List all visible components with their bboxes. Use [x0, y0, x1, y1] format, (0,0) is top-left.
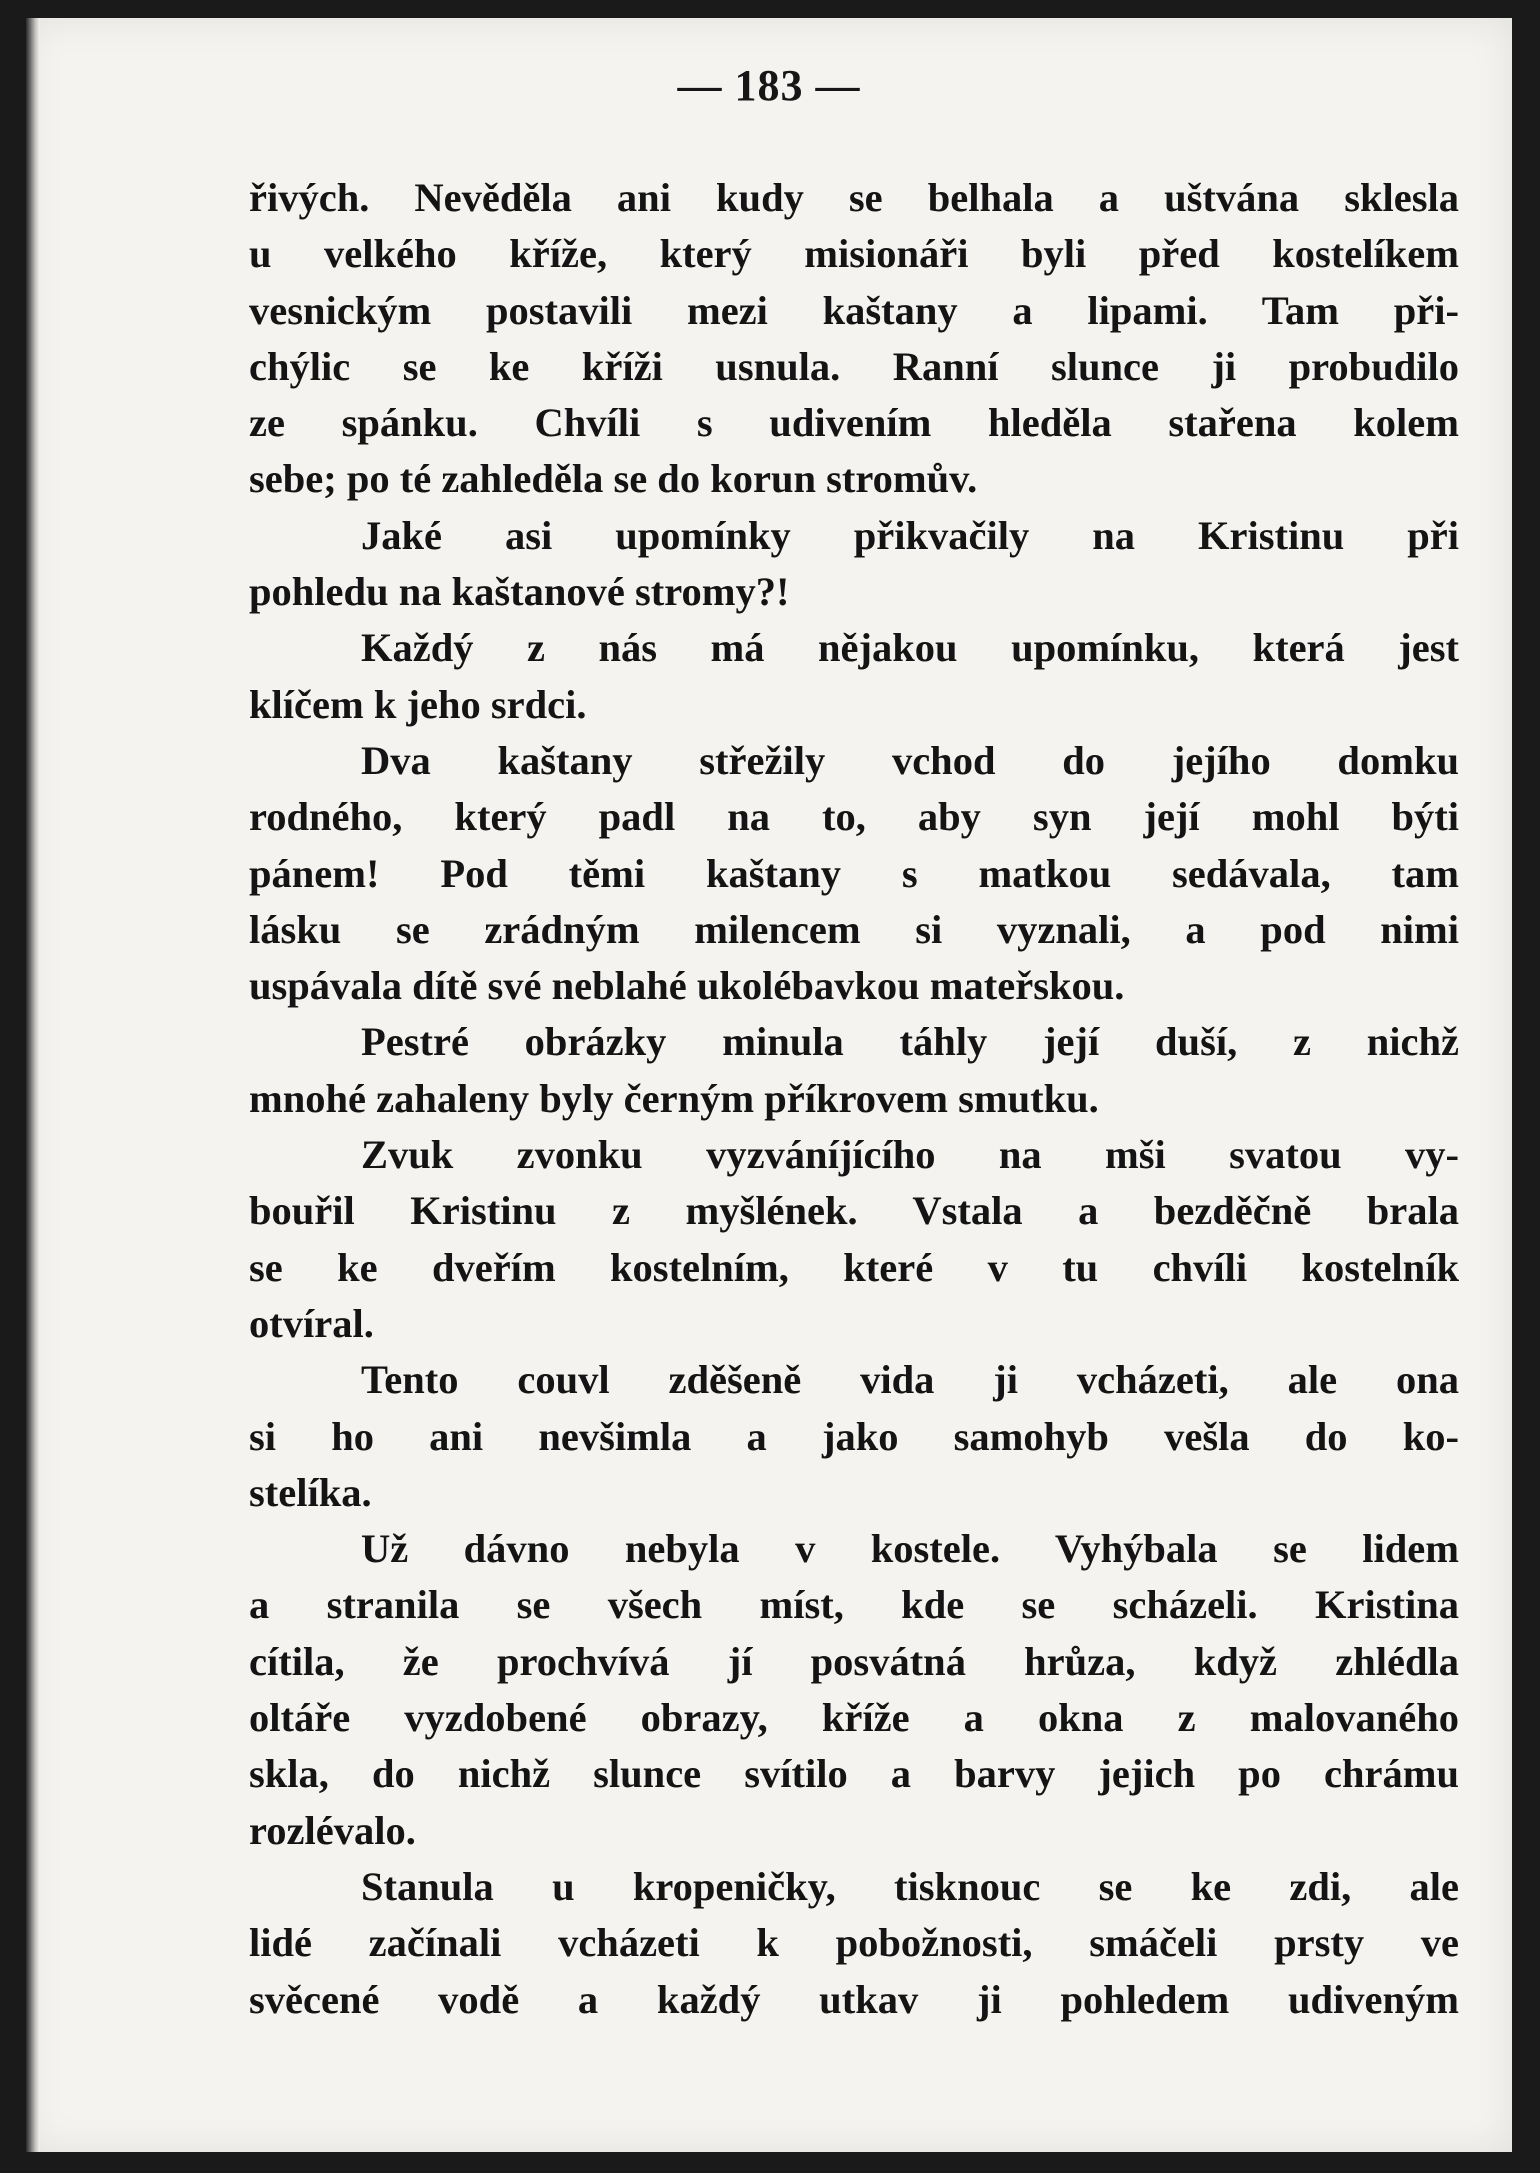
text-line: uspávala dítě své neblahé ukolébavkou mateřskou.: [249, 963, 1125, 1009]
text-line: u velkého kříže, který misionáři byli před kostelíkem: [249, 231, 1459, 277]
book-page: [26, 18, 1512, 2152]
text-line: rozlévalo.: [249, 1807, 416, 1853]
text-line: Každý z nás má nějakou upomínku, která jest: [361, 625, 1459, 671]
text-line: lidé začínali vcházeti k pobožnosti, smáčeli prsty ve: [249, 1920, 1459, 1966]
text-line: si ho ani nevšimla a jako samohyb vešla do ko-: [249, 1413, 1459, 1459]
text-line: sebe; po té zahleděla se do korun stromův.: [249, 456, 978, 502]
text-line: Zvuk zvonku vyzváníjícího na mši svatou vy-: [361, 1132, 1459, 1178]
body-text: [249, 170, 1459, 2028]
text-line: ze spánku. Chvíli s udivením hleděla stařena kolem: [249, 400, 1459, 446]
text-line: chýlic se ke kříži usnula. Ranní slunce ji probudilo: [249, 343, 1459, 389]
text-line: Jaké asi upomínky přikvačily na Kristinu při: [361, 512, 1459, 558]
text-line: rodného, který padl na to, aby syn její mohl býti: [249, 794, 1459, 840]
text-line: klíčem k jeho srdci.: [249, 681, 587, 727]
text-line: oltáře vyzdobené obrazy, kříže a okna z malovaného: [249, 1695, 1459, 1741]
text-line: mnohé zahaleny byly černým příkrovem smutku.: [249, 1075, 1099, 1121]
text-line: a stranila se všech míst, kde se scházeli. Kristina: [249, 1582, 1459, 1628]
text-line: Tento couvl zděšeně vida ji vcházeti, ale ona: [361, 1357, 1459, 1403]
text-line: řivých. Nevěděla ani kudy se belhala a uštvána sklesla: [249, 175, 1459, 220]
text-line: Pestré obrázky minula táhly její duší, z nichž: [361, 1019, 1459, 1065]
text-line: pohledu na kaštanové stromy?!: [249, 569, 790, 615]
text-line: vesnickým postavili mezi kaštany a lipami. Tam při-: [249, 287, 1459, 333]
text-line: cítila, že prochvívá jí posvátná hrůza, když zhlédla: [249, 1638, 1459, 1684]
text-line: lásku se zrádným milencem si vyznali, a pod nimi: [249, 906, 1459, 952]
text-line: Dva kaštany střežily vchod do jejího domku: [361, 737, 1459, 783]
text-line: Stanula u kropeničky, tisknouc se ke zdi, ale: [361, 1863, 1459, 1909]
text-line: svěcené vodě a každý utkav ji pohledem udiveným: [249, 1976, 1459, 2022]
text-line: Už dávno nebyla v kostele. Vyhýbala se lidem: [361, 1526, 1459, 1572]
text-line: bouřil Kristinu z myšlének. Vstala a bezděčně brala: [249, 1188, 1459, 1234]
text-line: pánem! Pod těmi kaštany s matkou sedávala, tam: [249, 850, 1459, 896]
text-line: otvíral.: [249, 1300, 374, 1346]
page-number: — 183 —: [677, 61, 861, 110]
page-binding-edge: [26, 18, 40, 2152]
text-line: skla, do nichž slunce svítilo a barvy jejich po chrámu: [249, 1751, 1459, 1797]
text-line: stelíka.: [249, 1469, 372, 1515]
text-line: se ke dveřím kostelním, které v tu chvíli kostelník: [249, 1244, 1459, 1290]
